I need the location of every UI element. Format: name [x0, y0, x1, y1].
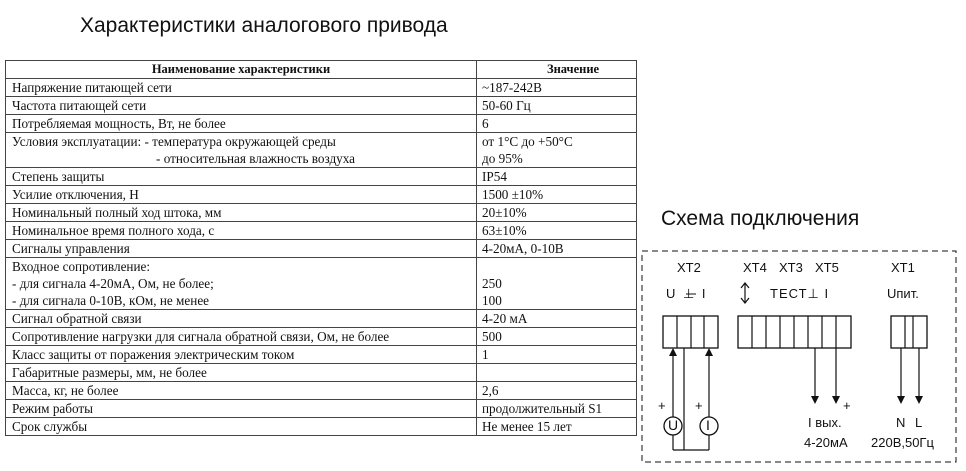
- row-name: Срок службы: [6, 418, 477, 436]
- supply-pin-label: Uпит.: [887, 286, 919, 301]
- plus-mark-out: +: [843, 398, 851, 413]
- row-value-sub: 250: [482, 276, 502, 291]
- table-row: [6, 240, 637, 258]
- row-name-cell: [6, 258, 477, 310]
- wiring-diagram: [641, 250, 958, 464]
- row-name: Потребляемая мощность, Вт, не более: [6, 115, 477, 133]
- col-header-name: Наименование характеристики: [6, 61, 477, 79]
- row-name: Класс защиты от поражения электрическим током: [6, 346, 477, 364]
- row-value: 500: [477, 328, 637, 346]
- row-value: 50-60 Гц: [477, 97, 637, 115]
- xt1-block: [891, 316, 927, 348]
- table-row: [6, 222, 637, 240]
- table-row: [6, 204, 637, 222]
- table-row: [6, 133, 637, 168]
- scheme-title: Схема подключения: [661, 207, 860, 230]
- diagram-border: [642, 251, 956, 462]
- output-label: I вых.: [808, 415, 842, 430]
- row-value-cell: [477, 258, 637, 310]
- table-row: [6, 346, 637, 364]
- row-name: Сигнал обратной связи: [6, 310, 477, 328]
- row-name: Входное сопротивление:: [12, 259, 151, 274]
- table-row: [6, 79, 637, 97]
- u-source-label: U: [668, 417, 679, 433]
- xt5-label: XT5: [815, 260, 839, 275]
- row-name: Масса, кг, не более: [6, 382, 477, 400]
- row-name: Номинальный полный ход штока, мм: [6, 204, 477, 222]
- table-header-row: [6, 61, 637, 79]
- spec-table: [5, 60, 637, 436]
- table-row: [6, 186, 637, 204]
- row-name: Сигналы управления: [6, 240, 477, 258]
- row-value-blank: [482, 258, 636, 275]
- row-value-sub: 100: [482, 293, 502, 308]
- plus-mark-i: +: [695, 398, 703, 413]
- xt4-label: XT4: [743, 260, 767, 275]
- output-range-label: 4-20мА: [804, 435, 848, 450]
- row-name: Режим работы: [6, 400, 477, 418]
- row-name: Усилие отключения, Н: [6, 186, 477, 204]
- row-value: IP54: [477, 168, 637, 186]
- page-title: Характеристики аналогового привода: [80, 14, 448, 37]
- l-label: L: [915, 415, 923, 430]
- row-value: 63±10%: [477, 222, 637, 240]
- table-row: [6, 382, 637, 400]
- wiring-diagram-drawing: [641, 250, 958, 464]
- row-name: Напряжение питающей сети: [6, 79, 477, 97]
- table-row: [6, 97, 637, 115]
- row-value: 20±10%: [477, 204, 637, 222]
- row-value: 6: [477, 115, 637, 133]
- supply-value-label: 220В,50Гц: [871, 435, 934, 450]
- row-value: от 1°C до +50°C: [482, 134, 573, 149]
- table-row: [6, 400, 637, 418]
- col-header-value: Значение: [477, 61, 637, 79]
- plus-mark-u: +: [658, 398, 666, 413]
- row-name: Условия эксплуатации: - температура окружающей среды: [12, 134, 336, 149]
- row-value: ~187-242В: [477, 79, 637, 97]
- row-name: Габаритные размеры, мм, не более: [6, 364, 477, 382]
- row-name: Частота питающей сети: [6, 97, 477, 115]
- row-name-sub: - для сигнала 4-20мА, Ом, не более;: [12, 276, 214, 291]
- row-value: Не менее 15 лет: [477, 418, 637, 436]
- table-row: [6, 115, 637, 133]
- row-value: 1500 ±10%: [477, 186, 637, 204]
- test-pins-label: ТЕСТ⊥ I: [770, 286, 830, 301]
- table-row: [6, 328, 637, 346]
- row-value: 1: [477, 346, 637, 364]
- i-source-label: I: [706, 417, 710, 433]
- n-label: N: [896, 415, 906, 430]
- row-name: Номинальное время полного хода, с: [6, 222, 477, 240]
- table-row: [6, 310, 637, 328]
- row-value: 4-20мА, 0-10В: [477, 240, 637, 258]
- xt2-pins-label: U ⊥ I: [666, 286, 708, 301]
- row-name-sub: - относительная влажность воздуха: [156, 151, 356, 166]
- xt3-label: XT3: [779, 260, 803, 275]
- row-value: [477, 364, 637, 382]
- row-name: Степень защиты: [6, 168, 477, 186]
- row-value-sub: до 95%: [482, 151, 523, 166]
- row-value: 4-20 мА: [477, 310, 637, 328]
- row-name-cell: [6, 133, 477, 168]
- xt1-label: XT1: [891, 260, 915, 275]
- xt2-label: XT2: [677, 260, 701, 275]
- row-value: 2,6: [477, 382, 637, 400]
- table-row: [6, 418, 637, 436]
- row-value-cell: [477, 133, 637, 168]
- row-name: Сопротивление нагрузки для сигнала обратной связи, Ом, не более: [6, 328, 477, 346]
- table-row: [6, 258, 637, 310]
- table-row: [6, 168, 637, 186]
- row-value: продолжительный S1: [477, 400, 637, 418]
- row-name-sub: - для сигнала 0-10В, кОм, не менее: [12, 293, 210, 308]
- table-row: [6, 364, 637, 382]
